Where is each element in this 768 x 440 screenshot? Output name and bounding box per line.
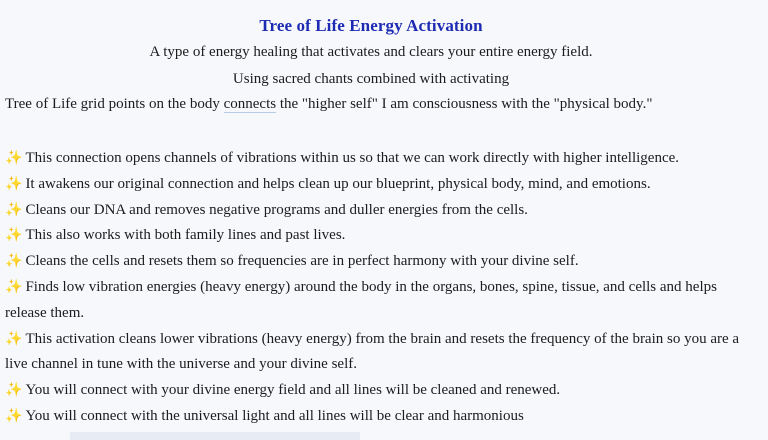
list-item [5,172,745,198]
benefits-list [5,146,745,430]
list-item [5,249,745,275]
list-item-text: You will connect with your divine energy field and all lines will be cleaned and renewed. [25,382,561,399]
list-item [5,223,745,249]
list-item [5,146,745,172]
list-item [5,198,745,224]
list-item-text: This also works with both family lines and past lives. [25,227,346,244]
intro-line-2: Using sacred chants combined with activating [232,71,510,87]
list-item [5,378,745,404]
intro-line-1: A type of energy healing that activates and clears your entire energy field. [149,44,593,60]
sparkles-icon: ✨ [5,253,23,270]
list-item [5,327,745,379]
list-item-text: It awakens our original connection and helps clean up our blueprint, physical body, mind, and emotions. [25,175,651,192]
sparkles-icon: ✨ [5,150,23,166]
sparkles-icon: ✨ [5,407,23,424]
sparkles-icon: ✨ [5,278,23,295]
intro-line-3-end: the "higher self" I am consciousness with the "physical body." [276,96,653,112]
sparkles-icon: ✨ [5,382,23,399]
list-item-text: Cleans our DNA and removes negative programs and duller energies from the cells. [25,201,528,218]
list-item-text: This connection opens channels of vibrations within us so that we can work directly with higher intelligence. [25,150,680,166]
list-item-text: Cleans the cells and resets them so frequencies are in perfect harmony with your divine self. [25,253,579,270]
sparkles-icon: ✨ [5,201,23,218]
connects-link[interactable]: connects [223,96,277,112]
intro-line-3-start: Tree of Life grid points on the body [5,96,224,112]
list-item-text: This activation cleans lower vibrations (heavy energy) from the brain and resets the frequency of the brain so you are a live channel in tune with the universe and your divine self. [5,330,740,373]
list-item [5,275,745,327]
sparkles-icon: ✨ [5,175,23,192]
list-item-text: You will connect with the universal light and all lines will be clear and harmonious [25,407,524,424]
list-item-text: Finds low vibration energies (heavy energy) around the body in the organs, bones, spine, tissue, and cells and helps release them. [5,278,717,321]
sparkles-icon: ✨ [5,227,23,244]
bottom-scroll-region [70,432,360,440]
intro-line-3 [5,95,652,113]
sparkles-icon: ✨ [5,330,23,347]
page-title: Tree of Life Energy Activation [259,16,483,35]
list-item [5,404,745,430]
